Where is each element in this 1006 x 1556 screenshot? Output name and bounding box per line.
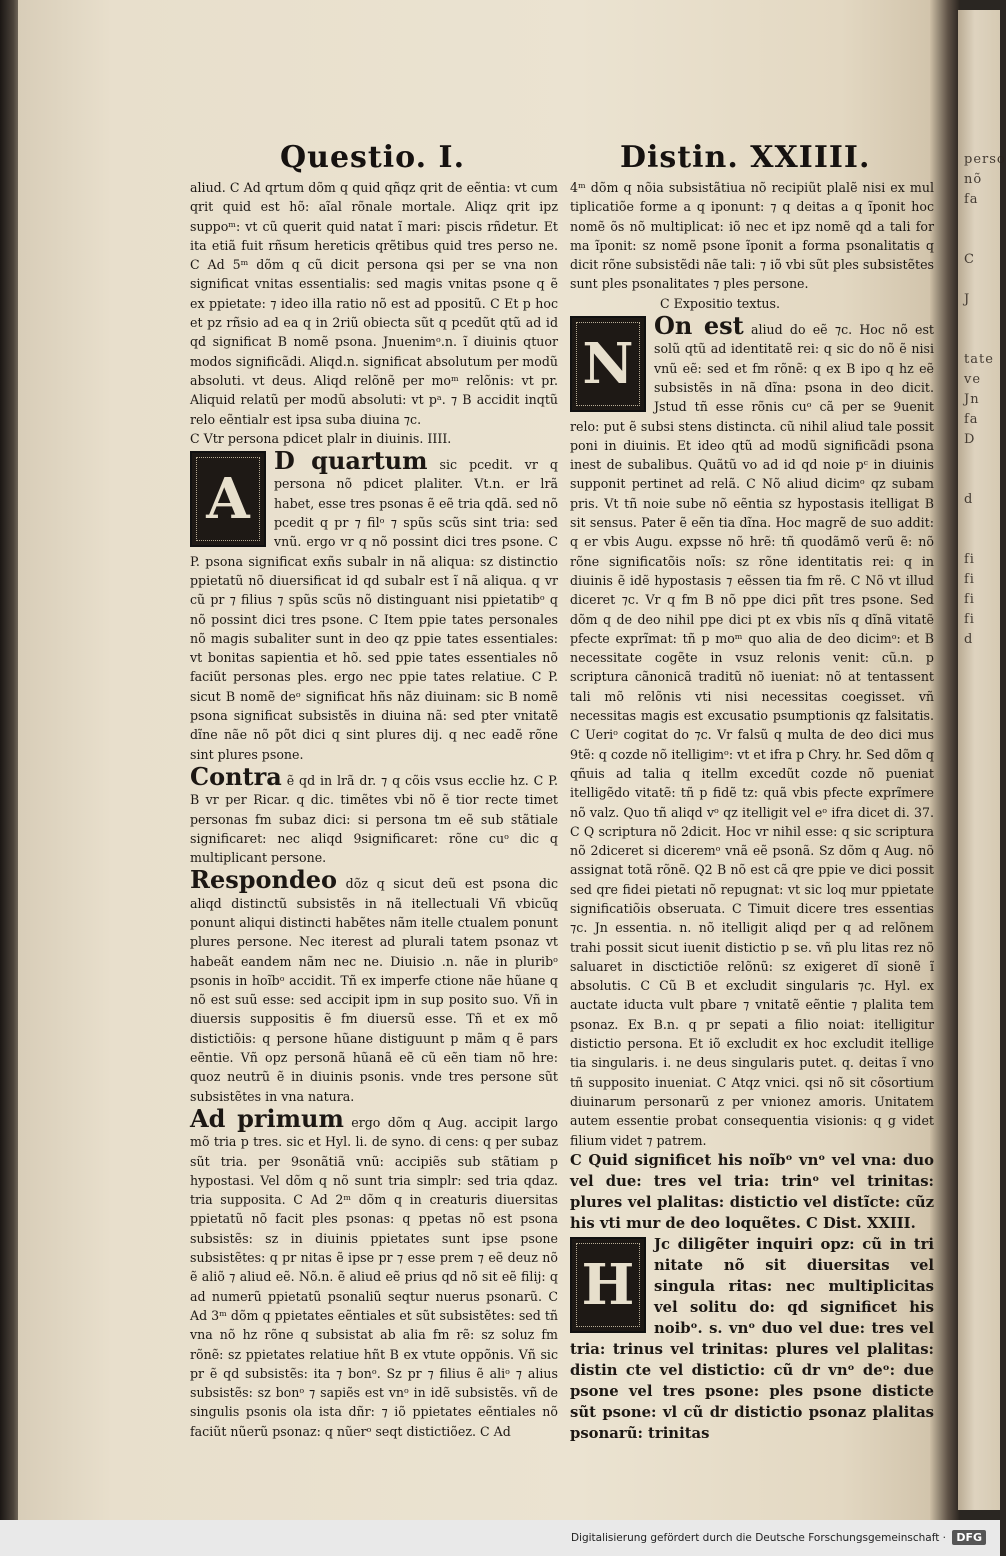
paragraph: [570, 313, 934, 1150]
rubric: C Expositio textus.: [660, 295, 780, 311]
paragraph: [190, 761, 558, 867]
paragraph: [190, 1103, 559, 1441]
paragraph: aliud. C Ad qrtum dõm q quid qñqz qrit de eẽntia: vt cum qrit quid est hõ: aĩal rõnale mortale. Aliqz qrit ipz suppoᵐ: vt cũ querit quid natat ĩ mari: piscis rñdetur. Et ita etiã fuit rñsum hereticis qrẽtibus quid tres perso ne. C Ad 5ᵐ dõm q cũ dicit persona qsi per se vna non significat vnitas essentialis: sed magis vnitas psone q ẽ ex ppietate: ⁊ ideo illa ratio nõ est ad ppositũ. C Et p hoc et pz rñsio ad ea q in 2riũ obiecta sũt q pcedũt qtũ ad id qd significat B nomẽ psona. Jnuenimᵒ.n. ĩ diuinis qtuor modos significãdi. Aliqd.n. significat absolutum per modũ absoluti. vt deus. Aliqd relõnẽ per moᵐ relõnis: vt pr. Aliquid relatũ per modũ absoluti: vt pᵃ. ⁊ B accidit inqtũ relo eẽntialr est ipsa suba diuina ⁊c.: [190, 180, 558, 427]
paragraph: Jc diligẽter inquiri opz: cũ in tri nitate nõ sit diuersitas vel singula ritas: nec multiplicitas vel solitu do: qd significet his noibᵒ. s. vnᵒ duo vel due: tres vel tria: trinus vel trinitas: plures vel plalitas: distin cte vel distictio: cũ dr vnᵒ deᵒ: due psone vel tres psone: ples psone disticte sũt psone: vl cũ dr distictio psonaz plalitas psonarũ: trinitas: [570, 1235, 934, 1442]
facing-page-edge: [958, 10, 1006, 1510]
running-header-right: Distin. XXIIII.: [620, 140, 871, 175]
paragraph: 4ᵐ dõm q nõia subsistãtiua nõ recipiũt plalẽ nisi ex mul tiplicatiõe forme a q iponunt: ⁊ q deitas a q ĩponit hoc nomẽ õs nõ multiplicat: iõ nec et ipz nomẽ qd a tali for ma ĩponit: sz nomẽ psone ĩponit a forma psonalitatis q dicit rõne subsistẽdi nãe tali: ⁊ iõ vbi sũt ples subsistẽtes sunt ples psonalitates ⁊ ples persone.: [570, 180, 934, 292]
decorated-initial-n: N: [570, 316, 646, 412]
decorated-initial-h: H: [570, 1237, 646, 1333]
paragraph-body: dõz q sicut deũ est psona dic aliqd distinctũ subsistẽs in nã itellectuali Vñ vbicũq ponunt aliqui distincti habẽtes nãm itelle ctualem ponunt plures persone. Nec iterest ad plurali tatem psonaz vt habeãt eandem nãm nec ne. Diuisio .n. nãe in pluribᵒ psonis in hoĩbᵒ accidit. Tñ ex imperfe ctione nãe hũane q nõ est suũ esse: sed accipit ipm in sup posito suo. Vñ in diuersis suppositis ẽ fm diuersũ esse. Tñ et ex mõ distictiõis: q persone hũane distiguunt p mãm q ẽ pars eẽntie. Vñ opz personã hũanã eẽ cũ eẽn tiam nõ hre: quoz neutrũ ẽ in diuinis psonis. vnde tres persone sũt subsistẽtes in vna natura.: [190, 876, 558, 1104]
paragraph-body: aliud do eẽ ⁊c. Hoc nõ est solũ qtũ ad identitatẽ rei: q sic do nõ ẽ nisi vnũ eẽ: sed et fm rõnẽ: q ex B ipo q hz eẽ subsistẽs in nã dĩna: psona in deo dicit. Jstud tñ esse rõnis cuᵒ cã per se 9uenit relo: put ẽ subsi stens distincta. cũ nihil aliud tale possit poni in diuinis. Et ideo qtũ ad modũ significãdi psona inest de subalibus. Quãtũ vo ad id qd noie pᶜ in diuinis supponit pertinet ad relã. C Nõ aliud dicimᵒ qz subam pris. Vt tñ noie sube nõ eẽntia sz hypostasis itelligat B sit sensus. Pater ẽ eẽn tia dĩna. Hoc magrẽ de suo addit: q er vbis Augu. expsse nõ hrẽ: tñ quodãmõ verũ ẽ: nõ rõne significatõis noĩs: sz rõne identitatis rei: q in diuinis ẽ idẽ hypostasis ⁊ eẽssen tia fm rẽ. C Nõ vt illud diceret ⁊c. Vr q fm B nõ ppe dici pñt tres psone. Sed dõm q de deo nihil ppe dici pt ex vbis nĩs q dĩnã vitatẽ pfecte exprĩmat: tñ p moᵐ quo alia de deo dicimᵒ: et B necessitate cogẽte in vsuz relonis venit: cũ.n. p scriptura cãnonicã traditũ nõ iueniat: nõ at tentassent tali mõ relõnis vti nisi necessitas coegisset. vñ necessitas magis est excusatio psumptionis qz falsitatis. C Ueriᵒ cogitat do ⁊c. Vr falsũ q multa de deo dici mus 9tẽ: q cozde nõ itelligimᵒ: vt et ifra p Chry. hr. Sed dõm q qñuis ad talia q itellm excedũt cozde nõ pueniat itelligẽdo vitatẽ: tñ p fidẽ tz: quã vbis pfecte exprĩmere nõ valz. Quo tñ aliqd vᵒ qz itelligit vel eᵒ ifra dicet di. 37. C Q scriptura nõ 2dicit. Hoc vr nihil esse: q sic scriptura nõ 2diceret si diceremᵒ vnã eẽ psonã. Sz dõm q Aug. nõ assignat totã rõnẽ. Q2 B nõ est cã qre ppie ve dici possit sed qre fidei pietati nõ repugnat: vt sic loq mur ppietate significatiõis obseruata. C Timuit dicere tres essentias ⁊c. Jn essentia. n. nõ itelligit aliqd per q ad relõnem trahi possit sicut iuenit distictio p se. vñ plu litas rez nõ saluaret in disctictiõe relõnũ: sz exigeret dĩ sionẽ ĩ absolutis. C Cũ B et excludit singularis ⁊c. Hyl. ex auctate iducta vult pbare ⁊ vnitatẽ eẽntie ⁊ plalita tem psonaz. Ex B.n. q pr sepati a filio noiat: itelligitur distictio persona. Et iõ excludit ex hoc excludit itellige tia singularis. i. ne deus singularis putet. q. deitas ĩ vno tñ supposito inueniat. C Atqz vnici. qsi nõ sit cõsortium diuinarum personarũ z per vnionez amoris. Unitatem autem essentie probat consequentia visionis: q g videt filium videt ⁊ patrem.: [570, 322, 934, 1148]
paragraph-body: sic pcedit. vr q persona nõ pdicet plaliter. Vt.n. er lrã habet, esse tres psonas ẽ eẽ tria qdã. sed nõ pcedit q pr ⁊ filᵒ ⁊ spũs scũs sint tria: sed vnũ. ergo vr q nõ possint dici tres psone. C P. psona significat exñs subalr in nã aliqua: sz distinctio ppietatũ nõ diuersificat id qd subalr est ĩ nã aliqua. q vr cũ pr ⁊ filius ⁊ spũs scũs nõ distinguant nisi ppietatibᵒ q nõ possint dici tres psone. C Item ppie tates personales nõ magis subaliter sunt in deo qz ppie tates essentiales: vt bonitas sapientia et hõ. sed ppie tates essentiales nõ faciũt personas ples. ergo nec ppie tates relatiue. C P. sicut B nomẽ deᵒ significat hñs nãz diuinam: sic B nomẽ psona significat subsistẽs in diuina nã: sed pter vnitatẽ dĩne nãe nõ põt dici q sint plures dij. q nec eadẽ rõne sint plures psone.: [190, 457, 558, 762]
text-column-right: [570, 178, 934, 1444]
decorated-initial-a: A: [190, 451, 266, 547]
distinction-heading: C Quid significet his noĩbᵒ vnᵒ vel vna: duo vel due: tres vel tria: trinᵒ vel trinitas: plures vel plalitas: distictio vel distĩcte: cũz his vti mur de deo loquẽtes. C Dist. XXIII.: [570, 1151, 934, 1232]
paragraph: [190, 867, 558, 1106]
funding-notice: Digitalisierung gefördert durch die Deutsche Forschungsgemeinschaft ·: [570, 1532, 946, 1544]
ad-primum-lead: Ad primum: [190, 1103, 344, 1133]
running-header-left: Questio. I.: [280, 140, 466, 175]
contra-lead: Contra: [190, 761, 282, 791]
paragraph-body: ergo dõm q Aug. accipit largo mõ tria p tres. sic et Hyl. li. de syno. di cens: q per subaz sũt tria. per 9sonãtiã vnũ: accipiẽs sub stãtiam p hypostasi. Vel dõm q nõ sunt tria simplr: sed tria qdaz. tria supposita. C Ad 2ᵐ dõm q in creaturis diuersitas ppietatũ nõ facit ples psonas: q ppetas nõ est psona subsistẽs: sz in diuinis ppietates sunt ipse psone subsistẽtes: q pr nitas ẽ ipse pr ⁊ esse prem ⁊ eẽ deuz nõ ẽ aliõ ⁊ aliud eẽ. Nõ.n. ẽ aliud eẽ prius qd nõ sit eẽ filij: q ad numerũ ppietatũ psonaliũ seqtur nuerus psonarũ. C Ad 3ᵐ dõm q ppietates eẽntiales et sũt subsistẽtes: sed tñ vna nõ hz rõne q subsistat ab alia fm rẽ: sz soluz fm rõnẽ: sz ppietates relatiue hñt B ex vtute oppõnis. Vñ sic pr ẽ qd subsistẽs: ita ⁊ bonᵒ. Sz pr ⁊ filius ẽ aliᵒ ⁊ alius subsistẽs: sz bonᵒ ⁊ sapiẽs est vnᵒ in idẽ subsistẽs. vñ de singulis psonis ola ista dñr: ⁊ iõ ppietates eẽntiales nõ faciũt nũerũ psonaz: q nũerᵒ seqt distictiõez. C Ad: [190, 1114, 559, 1439]
facing-page-text: perso nõ fa C J tate ve Jn fa D d fi fi fi fi d: [964, 152, 1006, 647]
paragraph-lead: D quartum: [274, 446, 428, 476]
book-gutter: [930, 0, 960, 1520]
paragraph-body: ẽ qd in lrã dr. ⁊ q cõis vsus ecclie hz. C P. B vr per Ricar. q dic. timẽtes vbi nõ ẽ tior recte timet personas fm subaz dici: si persona tm eẽ sub stãtiale significaret: nec aliqd 9significaret: rõne cuᵒ dic q multiplicant persone.: [190, 772, 558, 866]
text-column-left: [190, 178, 558, 1441]
paragraph-lead: On est: [654, 311, 744, 341]
respondeo-lead: Respondeo: [190, 865, 338, 895]
rubric-number: IIII.: [427, 430, 452, 446]
dfg-logo: DFG: [952, 1530, 986, 1545]
rubric-title: C Vtr persona pdicet plalr in diuinis.: [190, 430, 424, 446]
